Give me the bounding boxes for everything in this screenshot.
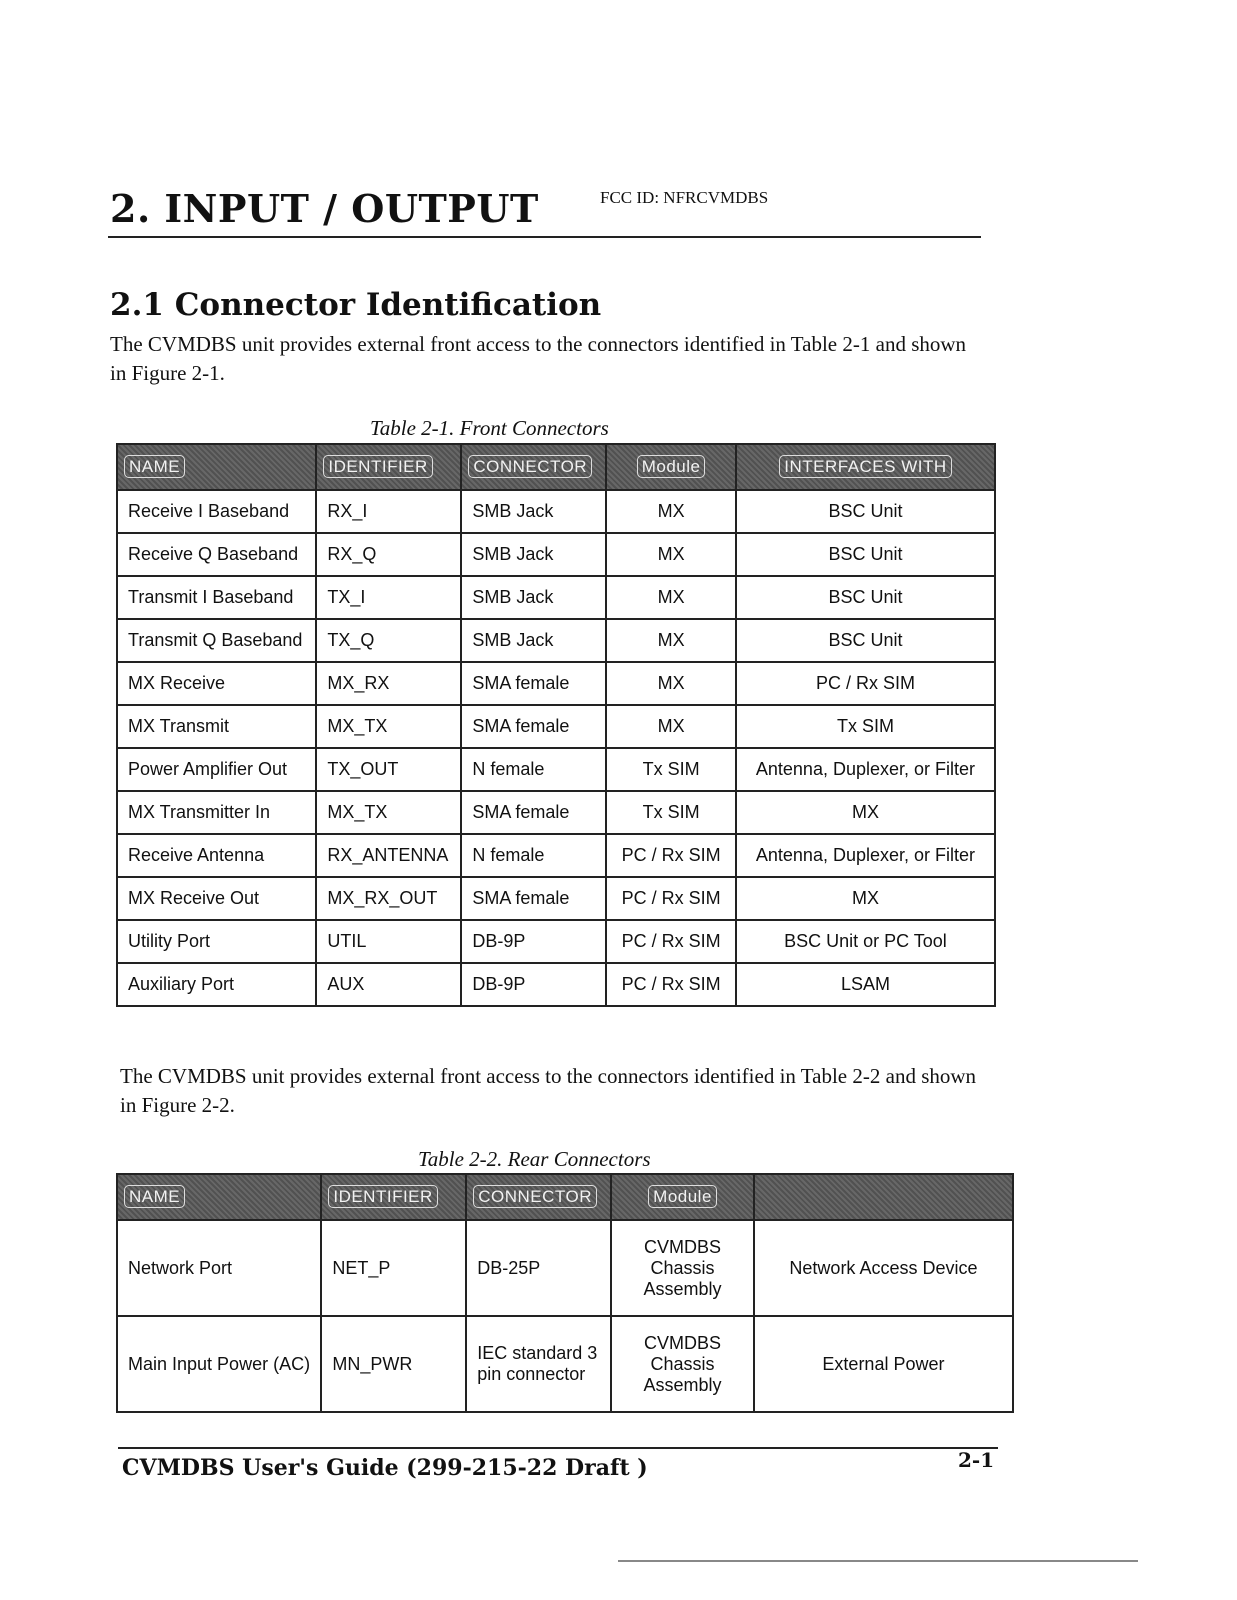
table-cell: MN_PWR [321,1316,466,1412]
table-cell: TX_I [316,576,461,619]
table-cell: TX_Q [316,619,461,662]
table-cell: Antenna, Duplexer, or Filter [736,748,995,791]
chapter-title: 2. INPUT / OUTPUT [110,186,539,231]
table-cell: N female [461,834,606,877]
table-cell: Transmit I Baseband [117,576,316,619]
table-caption: Table 2-1. Front Connectors [370,416,609,440]
table-cell: Receive Antenna [117,834,316,877]
table-cell: SMA female [461,877,606,920]
front-connectors-table [116,443,996,1007]
table-cell: BSC Unit [736,619,995,662]
fcc-id: FCC ID: NFRCVMDBS [600,188,769,207]
page-number: 2-1 [958,1448,995,1472]
table-cell: Utility Port [117,920,316,963]
table-row [117,576,995,619]
table-cell: SMB Jack [461,619,606,662]
table-row [117,705,995,748]
table-cell: SMB Jack [461,533,606,576]
table-row [117,662,995,705]
column-header: INTERFACES WITH [736,444,995,490]
table-cell: NET_P [321,1220,466,1316]
column-header: CONNECTOR [461,444,606,490]
table-cell: DB-9P [461,920,606,963]
column-header [754,1174,1013,1220]
column-header: Module [606,444,736,490]
table-cell: MX [606,662,736,705]
table-cell: UTIL [316,920,461,963]
table-cell: Power Amplifier Out [117,748,316,791]
table-row [117,834,995,877]
table-row [117,877,995,920]
table-cell: Network Access Device [754,1220,1013,1316]
table-cell: MX_TX [316,791,461,834]
table-cell: MX [606,576,736,619]
table-cell: MX [606,533,736,576]
table-cell: RX_I [316,490,461,533]
chapter-divider [108,236,981,238]
table-caption: Table 2-2. Rear Connectors [418,1147,651,1171]
table-row [117,1220,1013,1316]
table-cell: CVMDBS Chassis Assembly [611,1220,754,1316]
table-row [117,920,995,963]
footer-divider [118,1447,998,1449]
table-cell: BSC Unit [736,576,995,619]
table-cell: Tx SIM [736,705,995,748]
table-header-row [117,1174,1013,1220]
table-cell: PC / Rx SIM [606,834,736,877]
column-header: IDENTIFIER [316,444,461,490]
table-cell: RX_ANTENNA [316,834,461,877]
table-cell: CVMDBS Chassis Assembly [611,1316,754,1412]
table-cell: PC / Rx SIM [736,662,995,705]
table-cell: DB-9P [461,963,606,1006]
table-cell: MX Transmit [117,705,316,748]
table-cell: BSC Unit or PC Tool [736,920,995,963]
table-row [117,533,995,576]
table-cell: PC / Rx SIM [606,963,736,1006]
table-cell: SMB Jack [461,490,606,533]
table-cell: MX [606,705,736,748]
intro-paragraph: The CVMDBS unit provides external front access to the connectors identified in Table 2-1 and shown in Figure 2-1. [110,332,967,385]
table-row [117,748,995,791]
section-heading: 2.1 Connector Identification [110,287,602,323]
column-header: NAME [117,444,316,490]
table-cell: TX_OUT [316,748,461,791]
table-cell: LSAM [736,963,995,1006]
column-header: Module [611,1174,754,1220]
rear-connectors-table [116,1173,1014,1413]
table-cell: Receive Q Baseband [117,533,316,576]
table-cell: BSC Unit [736,490,995,533]
table-cell: SMA female [461,705,606,748]
table-cell: PC / Rx SIM [606,877,736,920]
table-cell: Auxiliary Port [117,963,316,1006]
table-cell: RX_Q [316,533,461,576]
table-cell: MX_TX [316,705,461,748]
table-cell: MX_RX_OUT [316,877,461,920]
table-cell: N female [461,748,606,791]
table-cell: Tx SIM [606,748,736,791]
table-cell: SMB Jack [461,576,606,619]
table-cell: Antenna, Duplexer, or Filter [736,834,995,877]
table-cell: MX Receive [117,662,316,705]
table-cell: MX [606,490,736,533]
table-cell: IEC standard 3 pin connector [466,1316,611,1412]
table-cell: MX_RX [316,662,461,705]
table-cell: BSC Unit [736,533,995,576]
table-cell: MX [606,619,736,662]
intro-paragraph: The CVMDBS unit provides external front access to the connectors identified in Table 2-2 and shown in Figure 2-2. [120,1064,977,1117]
table-cell: MX [736,877,995,920]
scan-artifact-line [618,1560,1138,1562]
table-header-row [117,444,995,490]
column-header: IDENTIFIER [321,1174,466,1220]
column-header: CONNECTOR [466,1174,611,1220]
table-cell: SMA female [461,662,606,705]
table-cell: MX [736,791,995,834]
table-cell: Network Port [117,1220,321,1316]
table-cell: MX Transmitter In [117,791,316,834]
table-row [117,791,995,834]
column-header: NAME [117,1174,321,1220]
footer-doc-title: CVMDBS User's Guide (299-215-22 Draft ) [122,1455,648,1481]
table-row [117,490,995,533]
table-cell: Receive I Baseband [117,490,316,533]
table-row [117,619,995,662]
table-row [117,963,995,1006]
table-cell: AUX [316,963,461,1006]
table-cell: Tx SIM [606,791,736,834]
table-cell: External Power [754,1316,1013,1412]
table-cell: Transmit Q Baseband [117,619,316,662]
table-cell: Main Input Power (AC) [117,1316,321,1412]
table-cell: SMA female [461,791,606,834]
table-cell: DB-25P [466,1220,611,1316]
table-cell: MX Receive Out [117,877,316,920]
table-cell: PC / Rx SIM [606,920,736,963]
table-row [117,1316,1013,1412]
